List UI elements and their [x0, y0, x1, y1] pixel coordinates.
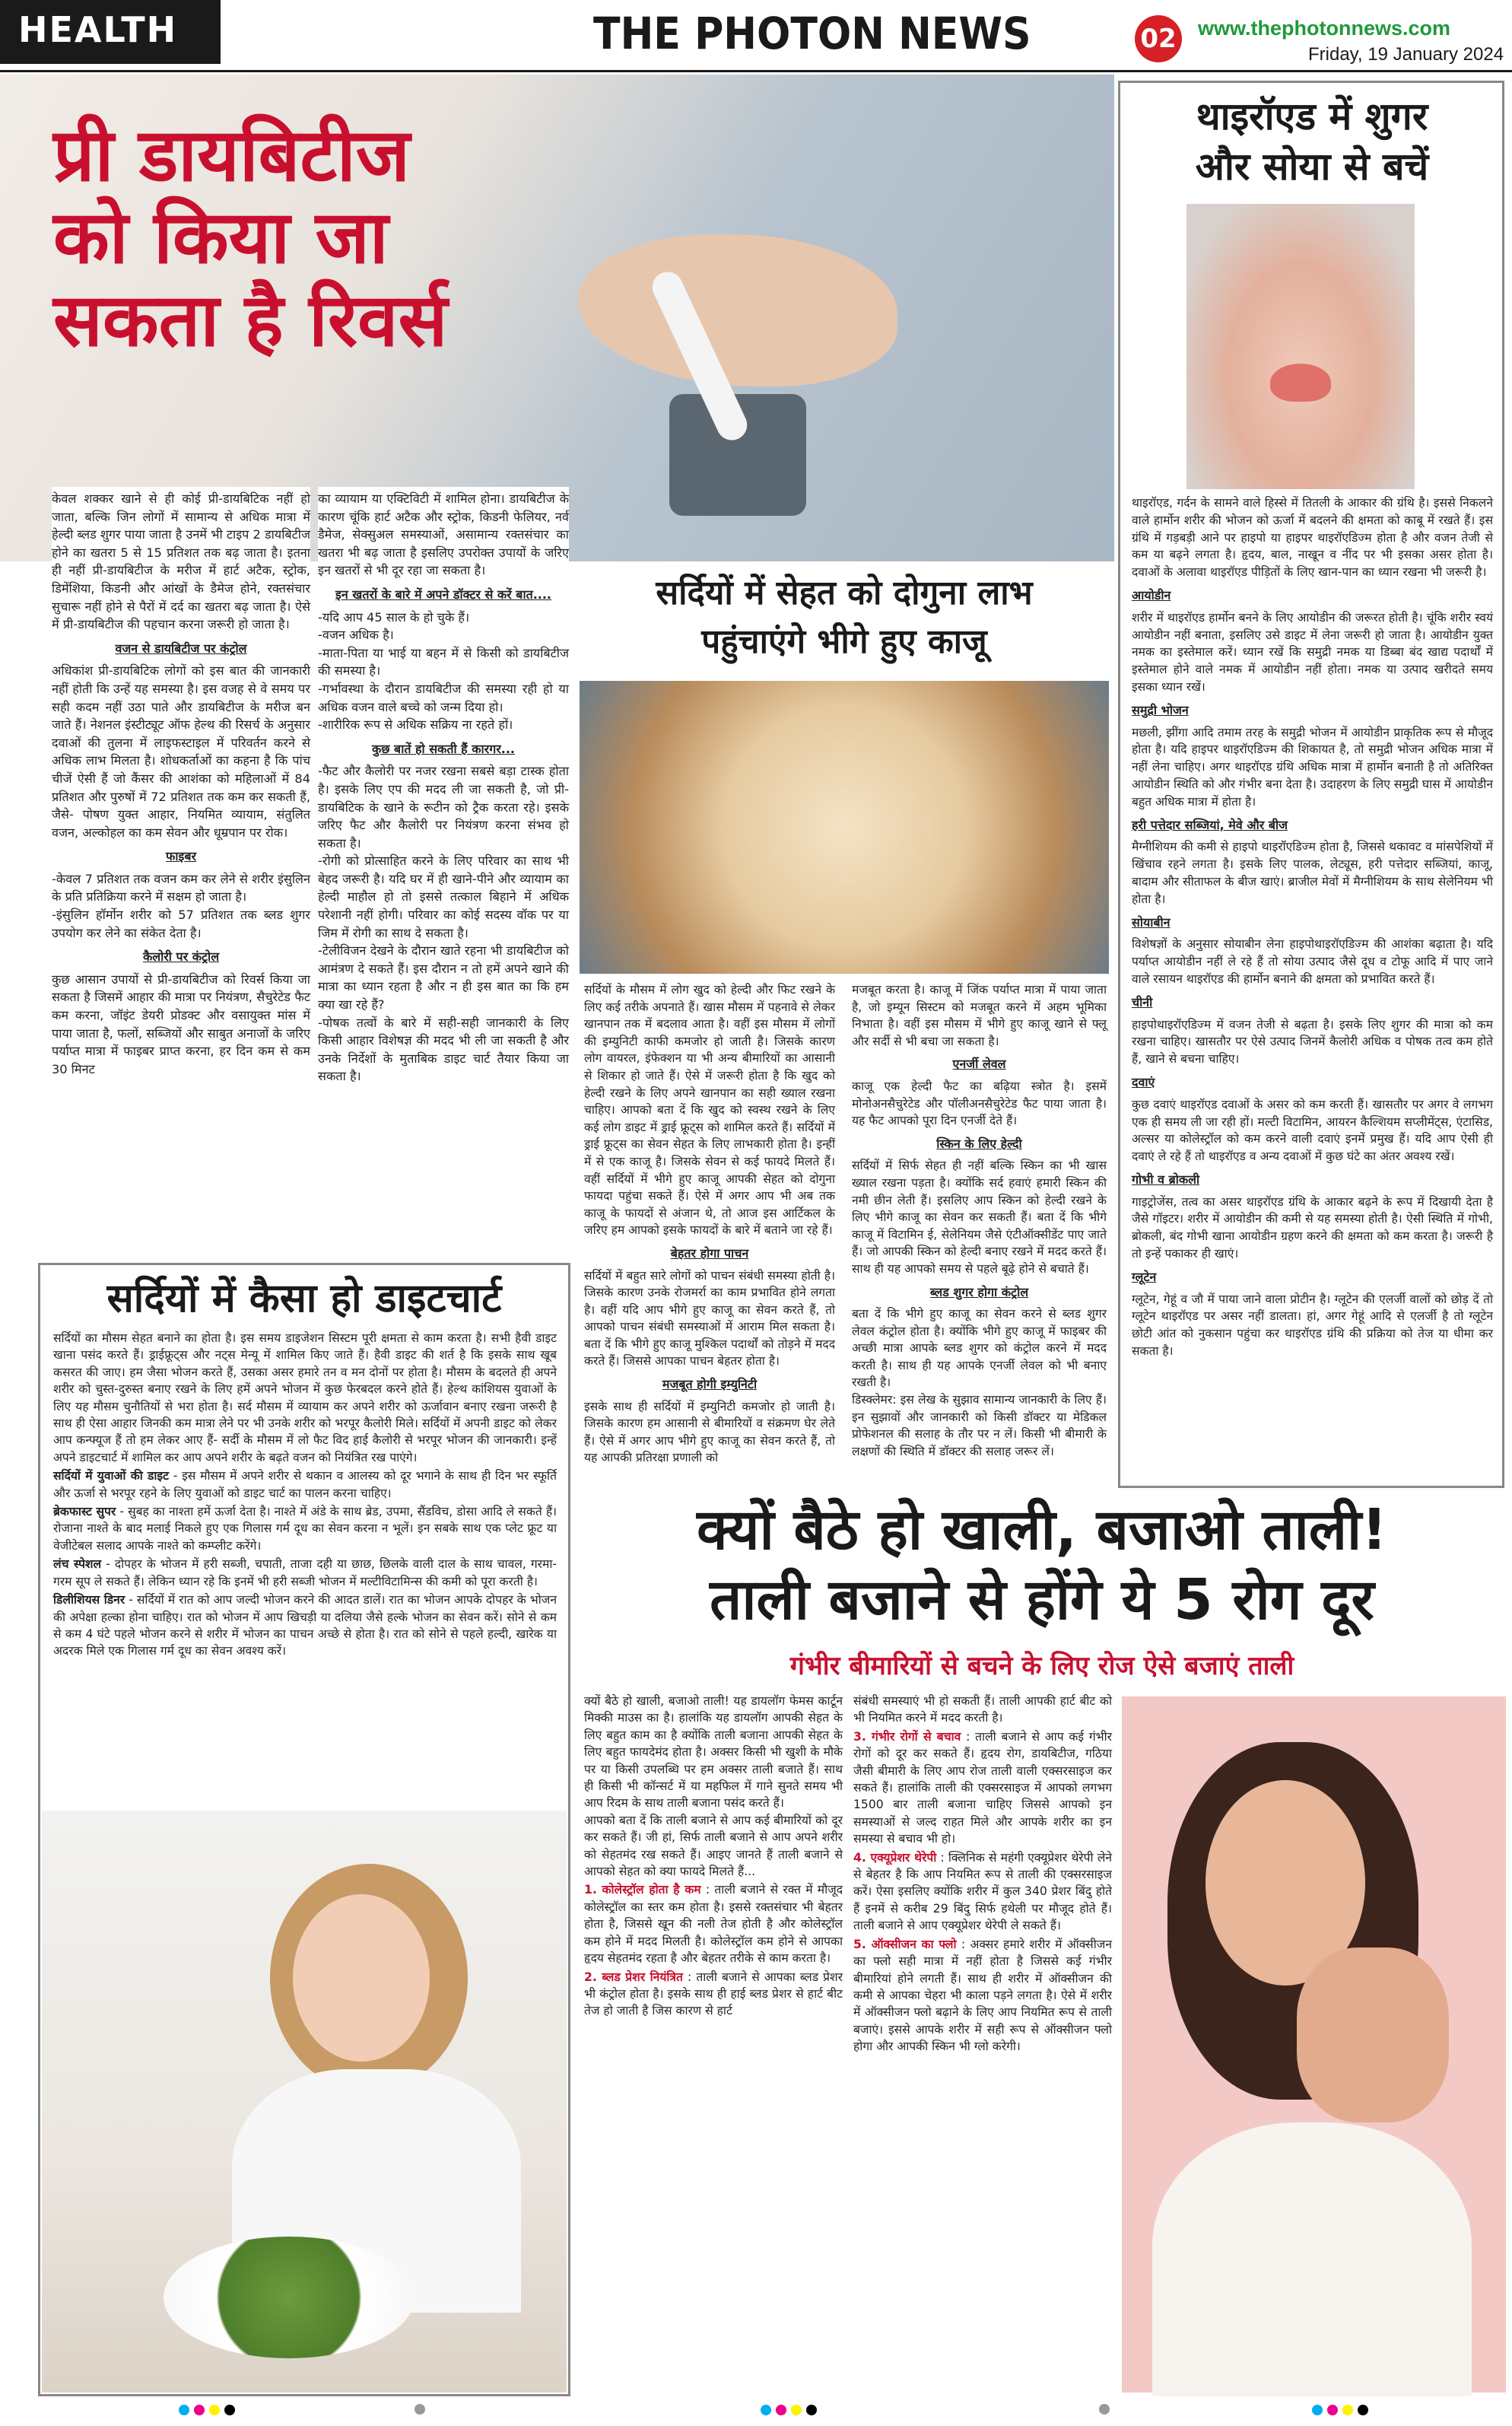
salad-bowl-icon [164, 2237, 415, 2358]
woman-eating-salad-photo [42, 1811, 567, 2393]
article5-item [853, 1936, 1112, 2056]
article2-paragraph: मैग्नीशियम की कमी से हाइपो थाइरॉएडिज्म होता है, जिससे थकावट व मांसपेशियों में खिंचाव रहने लगता है। इसके लिए पालक, लेट्यूस, हरी पत्तेदार सब्जियां, काजू, बादाम और सीताफल के बीज खाएं। ब्राजील मेवों में मैग्नीशियम के साथ सेलेनियम भी होता है। [1132, 840, 1493, 906]
article5-headline-line1: क्यों बैठे हो खाली, बजाओ ताली! [697, 1497, 1387, 1563]
article3-headline-line2: पहुंचाएंगे भीगे हुए काजू [701, 622, 987, 661]
article4-item-label: ब्रेकफास्ट सुपर [53, 1505, 116, 1519]
article5-item [584, 1969, 843, 2020]
article4-item-text: - इस मौसम में अपने शरीर से थकान व आलस्य को दूर भगाने के साथ ही दिन भर स्फूर्ति और ऊर्जा से भरपूर रहने के लिए युवाओं को डाइट चार्ट का पालन करना चाहिए। [53, 1469, 557, 1500]
hand-shape [578, 234, 897, 386]
article2-paragraph: कुछ दवाएं थाइरॉएड दवाओं के असर को कम करती हैं। खासतौर पर अगर वे लगभग एक ही समय ली जा रही हों। मल्टी विटामिन, आयरन कैल्शियम सप्लीमेंट्स, एंटासिड, अल्सर या कोलेस्ट्रॉल को कम करने वाली दवाएं इनमें प्रमुख हैं। यदि आप ऐसी ही दवाएं ले रहे हैं तो थाइरॉएड व अन्य दवाओं में कुछ घंटे का अंतर अवश्य रखें। [1132, 1097, 1493, 1164]
article5-column2 [853, 1693, 1112, 2057]
article2-paragraph: विशेषज्ञों के अनुसार सोयाबीन लेना हाइपोथाइरॉएडिज्म की आशंका बढ़ाता है। यदि पर्याप्त आयोडीन नहीं ले रहे हैं तो सोया उत्पाद जैसे दूध व टोफू आदि में पाए जाने वाले रसायन थाइरॉएड की हार्मोन बनाने की क्षमता को प्रभावित करते हैं। [1132, 937, 1493, 986]
article2-paragraph: मछली, झींगा आदि तमाम तरह के समुद्री भोजन में आयोडीन प्राकृतिक रूप से मौजूद होता है। यदि हाइपर थाइरॉएडिज्म की शिकायत है, तो समुद्री भोजन अधिक मात्रा में नहीं लेना चाहिए। अगर थाइरॉएड ग्रंथि अधिक मात्रा में हार्मोन बनाती है तो अतिरिक्त आयोडीन स्थिति को और गंभीर बना देता है। उदाहरण के लिए समुद्री घास में आयोडीन बहुत अधिक मात्रा में होता है। [1132, 725, 1494, 809]
article5-item [853, 1728, 1112, 1848]
article4-item [53, 1556, 557, 1590]
article3-paragraph: सर्दियों के मौसम में लोग खुद को हेल्दी और फिट रखने के लिए कई तरीके अपनाते हैं। खास मौसम में पहनावे से लेकर खानपान तक में बदलाव आता है। वहीं इस मौसम में लोगों की इम्युनिटी काफी कमजोर हो जाती है। जिसके कारण लोग वायरल, इंफेक्शन या भी अन्य बीमारियों का आसानी से शिकार हो जाते हैं। ऐसे में जरूरी होता है कि खुद को हेल्दी रखने के लिए अपने खानपान का सही ख्याल रखना चाहिए। आपको बता दें कि खुद को स्वस्थ रखने के लिए कई लोग डाइट में ड्राई फ्रूट्स को शामिल करते हैं। सर्दियों में ड्राई फ्रूट्स का सेवन सेहत के लिए लाभकारी होता है। इन्हीं में से एक काजू है। जिसके सेवन से कई फायदे मिलते हैं। वहीं सर्दियों में भीगे हुए काजू आपकी सेहत को दोगुना फायदा पहुंचा सकते हैं। ऐसे में अगर आप भी अब तक काजू के फायदों से अंजान थे, तो आज इस आर्टिकल के जरिए हम आपको इसके फायदों के बारे में बताने जा रहे हैं। [584, 983, 835, 1238]
article1-paragraph: कुछ आसान उपायों से प्री-डायबिटीज को रिवर्स किया जा सकता है जिसमें आहार की मात्रा पर नियंत्रण, सैचुरेटेड फैट कम करना, जॉइंट डेयरी प्रोडक्ट और वसायुक्त मांस में पाया जाता है, फलों, सब्जियों और साबुत अनाजों के जरिए पर्याप्त मात्रा में फाइबर प्राप्त करना, हर दिन कम से कम 30 मिनट [52, 971, 310, 1076]
article2-subhead: हरी पत्तेदार सब्जियां, मेवे और बीज [1132, 817, 1288, 832]
article1-paragraph: -फैट और कैलोरी पर नजर रखना सबसे बड़ा टास्क होता है। इसके लिए एप की मदद ली जा सकती है, जो प्री-डायबिटिक के खाने के रूटीन को ट्रैक करता रहे। इसके जरिए फैट और कैलोरी पर नियंत्रण करना संभव हो सकता है। -रोगी को प्रोत्साहित करने के लिए परिवार का साथ भी बेहद जरूरी है। यदि घर में ही खाने-पीने और व्यायाम का हेल्दी माहौल हो तो इससे तत्काल बिहाने में अधिक परेशानी नहीं होगी। परिवार का कोई सदस्य वॉक पर या जिम में रोगी का साथ दे सकता है। -टेलीविजन देखने के दौरान खाते रहना भी डायबिटीज को आमंत्रण दे सकते हैं। इस दौरान न तो हमें अपने खाने की मात्रा का ध्यान रहता है और न ही इस बात का कि हम क्या खा रहे हैं? -पोषक तत्वों के बारे में सही-सही जानकारी के लिए किसी आहार विशेषज्ञ की मदद भी ली जा सकती है और उनके निर्देशों के मुताबिक डाइट चार्ट तैयार किया जा सकता है। [318, 764, 569, 1084]
article5-item-text: : क्लिनिक से महंगी एक्यूप्रेशर थेरेपी लेने से बेहतर है कि आप नियमित रूप से ताली की एक्सरसाइज करें। ऐसा इसलिए क्योंकि शरीर में कुल 340 प्रेशर बिंदु होते हैं इनमें से करीब 29 बिंदु सिर्फ हथेली पर मौजूद होते हैं। ताली बजाने से आप एक्यूप्रेशर थेरेपी ले सकते हैं। [853, 1850, 1112, 1933]
article1-paragraph: -यदि आप 45 साल के हो चुके हैं। -वजन अधिक है। -माता-पिता या भाई या बहन में से किसी को डायबिटीज की समस्या है। -गर्भावस्था के दौरान डायबिटीज की समस्या रही हो या अधिक वजन वाले बच्चे को जन्म दिया हो। -शारीरिक रूप से अधिक सक्रिय ना रहते हों। [318, 609, 569, 733]
article2-subhead: चीनी [1132, 994, 1153, 1010]
thyroid-gland-icon [1270, 364, 1331, 402]
article5-headline-line2: ताली बजाने से होंगे ये 5 रोग दूर [710, 1567, 1374, 1633]
article3-paragraph: सर्दियों में सिर्फ सेहत ही नहीं बल्कि स्किन का भी खास ख्याल रखना पड़ता है। क्योंकि सर्द हवाएं हमारी स्किन की नमी छीन लेती हैं। इसलिए आप स्किन को हेल्दी रखने के लिए भीगे काजू का सेवन कर सकती हैं। बता दें कि भीगे काजू में विटामिन ई, सेलेनियम जैसे एंटीऑक्सीडेंट पाए जाते हैं। जो आपकी स्किन को हेल्दी बनाए रखने में मदद करते हैं। साथ ही यह आपको समय से पहले बूढ़े होने से बचाते हैं। [852, 1159, 1107, 1276]
article2-paragraph: गाइट्रोजेंस, तत्व का असर थाइरॉएड ग्रंथि के आकार बढ़ने के रूप में दिखायी देता है जैसे गॉइटर। शरीर में आयोडीन की कमी से यह समस्या होती है। ऐसी स्थिति में गोभी, ब्रोकली, बंद गोभी खाना आयोडीन ग्रहण करने की क्षमता को कम करता है। जरूरी है तो इन्हें पकाकर ही खाएं। [1132, 1194, 1493, 1261]
article4-item-label: सर्दियों में युवाओं की डाइट [53, 1469, 169, 1483]
article1-paragraph: अधिकांश प्री-डायबिटिक लोगों को इस बात की जानकारी नहीं होती कि उन्हें यह समस्या है। इस वजह से वे समय पर सही कदम नहीं उठा पाते और डायबिटीज के मरीज बन जाते हैं। नेशनल इंस्टीट्यूट ऑफ हेल्थ की रिसर्च के अनुसार दवाओं की तुलना में लाइफस्टाइल में परिवर्तन करने से अधिक लाभ मिलता है। शोधकर्ताओं का कहना है कि पांच चीजें ऐसी हैं जो कैंसर की आशंका को महिलाओं में 84 प्रतिशत और पुरुषों में 72 प्रतिशत तक कम कर सकती हैं, जैसे- पोषण युक्त आहार, नियमित व्यायाम, संतुलित वजन, अल्कोहल का कम सेवन और धूम्रपान पर रोक। [52, 663, 310, 840]
article4-headline: सर्दियों में कैसा हो डाइटचार्ट [106, 1276, 502, 1321]
article3-subhead: बेहतर होगा पाचन [670, 1245, 749, 1261]
article5-subheadline: गंभीर बीमारियों से बचने के लिए रोज ऐसे बजाएं ताली [789, 1651, 1294, 1681]
article1-subhead: कुछ बातें हो सकती हैं कारगर... [371, 741, 516, 756]
article5-item-text: : ताली बजाने से रक्त में मौजूद कोलेस्ट्रॉल का स्तर कम होता है। इससे रक्तसंचार भी बेहतर होता है, जिससे खून की नली तेज होती है और कोलेस्ट्रॉल कम होने में मदद मिलती है। कोलेस्ट्रॉल कम होने से आपका हृदय सेहतमंद रहता है और बेहतर तरीके से काम करता है। [584, 1883, 843, 1966]
article4-paragraph: सर्दियों का मौसम सेहत बनाने का होता है। इस समय डाइजेशन सिस्टम पूरी क्षमता से काम करता है। सभी हैवी डाइट खाना पसंद करते हैं। ड्राईफ्रूट्स और नट्स मेन्यू में शामिल किए जाते हैं। हैवी डाइट की शर्त है कि इसके साथ खूब कसरत की जाए। हम जैसा भोजन करते हैं, उसका असर हमारे तन व मन दोनों पर होता है। मौसम के बदलते ही अपने शरीर को चुस्त-दुरुस्त बनाए रखने के लिए हमें अपने भोजन में कुछ फेरबदल करने होते हैं। हेल्थ कांशियस युवाओं के लिए यह मौसम चुनौतियों से भरा होता है। सर्द मौसम में व्यायाम कर अपने शरीर को ऊर्जावान बनाए रखना जरूरी है साथ ही ऐसा आहार जिनकी कम मात्रा लेने पर भी उनके शरीर को भरपूर कैलोरी मिले। सर्दियों में अपनी डाइट को लेकर आप कन्फ्यूज हैं तो हम लेकर आए हैं- सर्दी के मौसम में लो फैट विद हाई कैलोरी से भरपूर भोजन की जानकारी। इन्हें अपने डाइटचार्ट में शामिल कर आप अपने शरीर के बढ़ते वजन को नियंत्रित रख पाएंगे। [53, 1331, 557, 1464]
article5-item-text: : अक्सर हमारे शरीर में ऑक्सीजन का फ्लो सही मात्रा में नहीं होता है जिससे कई गंभीर बीमारियां होने लगती हैं। साथ ही शरीर में ऑक्सीजन की कमी से आपका चेहरा भी काला पड़ने लगता है। ऐसे में शरीर में ऑक्सीजन फ्लो बढ़ाने के लिए आप नियमित रूप से ताली बजाएं। इससे आपके शरीर में सही रूप से ऑक्सीजन फ्लो होगा और आपकी स्किन भी ग्लो करेगी। [853, 1937, 1112, 2054]
registration-mark-right [1312, 2404, 1368, 2418]
header-rule [0, 70, 1512, 72]
article4-item-text: - दोपहर के भोजन में हरी सब्जी, चपाती, ताजा दही या छाछ, छिलके वाली दाल के साथ चावल, गरमा-गरम सूप ले सकते हैं। लेकिन ध्यान रहे कि इनमें भी हरी सब्जी भोजन में मल्टीविटामिन्स की कमी को पूरा करती है। [53, 1557, 557, 1588]
article1-paragraph: -केवल 7 प्रतिशत तक वजन कम कर लेने से शरीर इंसुलिन के प्रति प्रतिक्रिया करने में सक्षम हो जाता है। -इंसुलिन हॉर्मोन शरीर को 57 प्रतिशत तक ब्लड शुगर उपयोग कर लेने का संकेत देता है। [52, 871, 310, 940]
article3-subhead: मजबूत होगी इम्युनिटी [662, 1377, 758, 1392]
article3-headline [578, 569, 1110, 666]
article1-subhead: कैलोरी पर कंट्रोल [142, 949, 220, 965]
article4-item-label: लंच स्पेशल [53, 1557, 102, 1572]
registration-mark-left [179, 2404, 235, 2418]
article2-paragraph: शरीर में थाइरॉएड हार्मोन बनने के लिए आयोडीन की जरूरत होती है। चूंकि शरीर स्वयं आयोडीन नहीं बनाता, इसलिए उसे डाइट में लेना जरूरी हो जाता है। आयोडीन युक्त नमक का इस्तेमाल करें। ध्यान रखें कि समुद्री नमक या डिब्बा बंद खाद्य पदार्थों में इस्तेमाल होने वाले नमक में आयोडीन नहीं होता। नमक या उत्पाद खरीदते समय इसका ध्यान रखें। [1132, 610, 1493, 694]
registration-mark-center-left [415, 2404, 425, 2415]
article3-column2 [852, 981, 1107, 1461]
article2-column [1132, 494, 1493, 1362]
top-shape [1152, 2122, 1472, 2396]
article2-subhead: दवाएं [1132, 1074, 1155, 1089]
article4-item [53, 1467, 557, 1502]
article2-subhead: सोयाबीन [1132, 914, 1171, 930]
article5-item [853, 1849, 1112, 1935]
article4-item-text: - सर्दियों में रात को आप जल्दी भोजन करने की आदत डालें। रात का भोजन आपके दोपहर के भोजन की अपेक्षा हल्का होना चाहिए। रात को भोजन में आप खिचड़ी या दलिया जैसे हल्के भोजन का सेवन करें। सोने से कम से कम 4 घंटे पहले भोजन करने से शरीर में भोजन का पाचन अच्छे से होता है। रात को सोने से पहले हल्दी, खारेक या अदरक मिले एक गिलास गर्म दूध का सेवन अवश्य करें। [53, 1593, 557, 1658]
article3-paragraph: सर्दियों में बहुत सारे लोगों को पाचन संबंधी समस्या होती है। जिसके कारण उनके रोजमर्रा का काम प्रभावित होने लगता है। वहीं यदि आप भीगे हुए काजू का सेवन करते हैं, तो आपको पाचन संबंधी समस्याओं में आराम मिल सकता है। बता दें कि भीगे हुए काजू मुश्किल पदार्थों को तोड़ने में मदद करते हैं। जिससे आपका पाचन बेहतर होता है। [584, 1268, 835, 1369]
article2-headline-line1: थाइरॉएड में शुगर [1196, 94, 1428, 138]
hands-clapping-icon [1297, 1947, 1449, 2122]
article3-paragraph: काजू एक हेल्दी फैट का बढ़िया स्त्रोत है। इसमें मोनोअनसैचुरेटेड और पॉलीअनसैचुरेटेड फैट पाया जाता है। यह फैट आपको पूरा दिन एनर्जी देते हैं। [852, 1079, 1107, 1128]
article5-paragraph: क्यों बैठे हो खाली, बजाओ ताली! यह डायलॉग फेमस कार्टून मिक्की माउस का है। हालांकि यह डायलॉग आपकी सेहत के लिए बहुत काम का है क्योंकि ताली बजाना आपकी सेहत के लिए बहुत फायदेमंद होता है। अक्सर किसी भी खुशी के मौके पर या किसी उपलब्धि पर हम अक्सर ताली बजाते हैं। साथ ही किसी भी कॉन्सर्ट में या महफिल में गाने सुनते समय भी आप रिदम के साथ ताली बजाना पसंद करते हैं। आपको बता दें कि ताली बजाने से आप कई बीमारियों को दूर कर सकते हैं। जी हां, सिर्फ ताली बजाने से आप अपने शरीर को सेहतमंद रख सकते हैं। आइए जानते हैं ताली बजाने से आपको सेहत को क्या फायदे मिलते हैं... [584, 1694, 843, 1879]
article2-paragraph: थाइरॉएड, गर्दन के सामने वाले हिस्से में तितली के आकार की ग्रंथि है। इससे निकलने वाले हार्मोन शरीर की भोजन को ऊर्जा में बदलने की क्षमता को काबू में रखते हैं। इस ग्रंथि में गड़बड़ी आने पर हाइपो या हाइपर थाइरॉएडिज्म होता है और वजन तेजी से कम या बढ़ने लगता है। हृदय, बाल, नाखून व नींद पर भी इसका असर होता है। दवाओं के अलावा थाइरॉएड पीड़ितों के लिए खान-पान का ध्यान रखना भी जरूरी है। [1132, 496, 1493, 580]
woman-clapping-photo [1122, 1696, 1506, 2393]
article2-subhead: ग्लूटेन [1132, 1269, 1157, 1284]
article4-item [53, 1503, 557, 1554]
website-link[interactable]: www.thephotonnews.com [1198, 17, 1451, 40]
article1-subhead: इन खतरों के बारे में अपने डॉक्टर से करें बात.... [335, 587, 552, 602]
article2-headline [1126, 91, 1498, 192]
article5-item-text: : ताली बजाने से आप कई गंभीर रोगों को दूर कर सकते हैं। हृदय रोग, डायबिटीज, गठिया जैसी बीमारी के लिए आप रोज ताली वाली एक्सरसाइज कर सकते हैं। हालांकि ताली की एक्सरसाइज में आपको लगभग 1500 बार ताली बजाना चाहिए जिससे आपको इन समस्याओं से जल्द राहत मिले और आपके शरीर का इन समस्या से बचाव भी हो। [853, 1729, 1112, 1846]
article2-subhead: समुद्री भोजन [1132, 702, 1189, 717]
article2-headline-line2: और सोया से बचें [1195, 145, 1429, 189]
article5-item-label: 1. कोलेस्ट्रॉल होता है कम [584, 1883, 701, 1897]
issue-date: Friday, 19 January 2024 [1308, 44, 1504, 65]
article1-column2 [318, 487, 569, 1255]
article3-column1 [584, 981, 835, 1468]
article3-paragraph: मजबूत करता है। काजू में जिंक पर्याप्त मात्रा में पाया जाता है, जो इम्यून सिस्टम को मजबूत करने में अहम भूमिका निभाता है। वहीं इस मौसम में भीगे हुए काजू खाने से फ्लू और सर्दी से भी बचा जा सकता है। [852, 983, 1107, 1048]
registration-mark-center-right [1099, 2404, 1110, 2415]
article1-column1 [52, 487, 310, 1255]
article4-body [53, 1330, 557, 1661]
registration-mark-center [761, 2404, 817, 2418]
article3-subhead: ब्लड शुगर होगा कंट्रोल [929, 1284, 1029, 1299]
article5-item-text: : ताली बजाने से आपका ब्लड प्रेशर भी कंट्रोल होता है। इसके साथ ही हाई ब्लड प्रेशर से हार्ट बीट तेज हो जाती है जिस कारण से हार्ट [584, 1970, 843, 2018]
article5-item-label: 3. गंभीर रोगों से बचाव [853, 1729, 961, 1744]
article2-subhead: आयोडीन [1132, 587, 1171, 603]
article1-paragraph: का व्यायाम या एक्टिविटी में शामिल होना। डायबिटीज के कारण चूंकि हार्ट अटैक और स्ट्रोक, किडनी फेलियर, नर्व डैमेज, सेक्सुअल समस्याओं, असामान्य रक्तसंचार का खतरा भी बढ़ जाता है इसलिए उपरोक्त उपायों के जरिए इन खतरों से भी दूर रहा जा सकता है। [318, 491, 569, 578]
article5-item-label: 2. ब्लड प्रेशर नियंत्रित [584, 1970, 683, 1984]
article3-subhead: स्किन के लिए हेल्दी [936, 1136, 1022, 1151]
article4-item [53, 1591, 557, 1660]
article1-subhead: फाइबर [165, 849, 197, 864]
article2-paragraph: हाइपोथाइरॉएडिज्म में वजन तेजी से बढ़ता है। इसके लिए शुगर की मात्रा को कम रखना चाहिए। खासतौर पर ऐसे उत्पाद जिनमें कैलोरी अधिक व पोषक तत्व कम होते हैं, खाने से बचना चाहिए। [1132, 1017, 1493, 1067]
article3-headline-line1: सर्दियों में सेहत को दोगुना लाभ [656, 574, 1033, 612]
article1-subhead: वजन से डायबिटीज पर कंट्रोल [115, 641, 247, 656]
article4-item-text: - सुबह का नाश्ता हमें ऊर्जा देता है। नाश्ते में अंडे के साथ ब्रेड, उपमा, सैंडविच, डोसा आदि ले सकते हैं। रोजाना नाश्ते के बाद मलाई निकले हुए एक गिलास गर्म दूध का सेवन करना न भूलें। इन सबके साथ एक प्लेट फ्रूट या वेजीटेबल सलाद आपके नाश्ते को कम्प्लीट करेंगे। [53, 1505, 557, 1553]
article5-item [584, 1881, 843, 1967]
section-tag: HEALTH [0, 0, 221, 64]
article3-subhead: एनर्जी लेवल [952, 1057, 1006, 1072]
article5-item-label: 4. एक्यूप्रेशर थेरेपी [853, 1850, 937, 1865]
thyroid-neck-photo [1186, 204, 1415, 489]
article5-item-label: 5. ऑक्सीजन का फ्लो [853, 1937, 957, 1951]
masthead: THE PHOTON NEWS [593, 8, 1031, 59]
article5-headline [578, 1495, 1506, 1635]
article1-headline-line1: प्री डायबिटीज [53, 113, 410, 198]
article1-headline [53, 114, 601, 361]
article2-paragraph: ग्लूटेन, गेहूं व जौ में पाया जाने वाला प्रोटीन है। ग्लूटेन की एलर्जी वालों को छोड़ दें तो ग्लूटेन थाइरॉएड पर असर नहीं डालता। हां, अगर गेहूं आदि से एलर्जी है तो ग्लूटेन छोटी आंत को नुकसान पहुंचा कर थाइरॉएड ग्रंथि की प्रक्रिया को तेज या धीमा कर सकता है। [1132, 1292, 1493, 1359]
article1-paragraph: केवल शक्कर खाने से ही कोई प्री-डायबिटिक नहीं हो जाता, बल्कि जिन लोगों में सामान्य से अधिक मात्रा में हेल्दी ब्लड शुगर पाया जाता है उनमें भी टाइप 2 डायबिटीज होने का खतरा 5 से 15 प्रतिशत तक बढ़ जाता है। इतना ही नहीं प्री-डायबिटीज के मरीज में हार्ट अटैक, स्ट्रोक, डिमेंशिया, किडनी और आंखों के डैमेज होने, रक्तसंचार सुचारू नहीं होने से पैरों में दर्द का खतरा बढ़ जाता है। ऐसे में प्री-डायबिटीज की पहचान करना जरूरी हो जाता है। [52, 491, 310, 632]
article2-subhead: गोभी व ब्रोकली [1132, 1172, 1200, 1187]
cashew-bowl-photo [580, 681, 1109, 974]
article5-paragraph: संबंधी समस्याएं भी हो सकती हैं। ताली आपकी हार्ट बीट को भी नियमित करने में मदद करती है। [853, 1694, 1112, 1725]
article1-headline-line2: को किया जा [53, 195, 389, 281]
face-shape [293, 1894, 430, 2062]
page-number-badge: 02 [1135, 15, 1182, 62]
article4-item-label: डिलीशियस डिनर [53, 1593, 125, 1607]
article1-headline-line3: सकता है रिवर्स [53, 277, 448, 363]
article3-paragraph: बता दें कि भीगे हुए काजू का सेवन करने से ब्लड शुगर लेवल कंट्रोल होता है। क्योंकि भीगे हुए काजू में फाइबर की अच्छी मात्रा आपके ब्लड शुगर को कंट्रोल करने में मदद करती है। साथ ही यह आपके एनर्जी लेवल को भी बनाए रखती है। डिस्क्लेमर: इस लेख के सुझाव सामान्य जानकारी के लिए हैं। इन सुझावों और जानकारी को किसी डॉक्टर या मेडिकल प्रोफेशनल की सलाह के तौर पर न लें। किसी भी बीमारी के लक्षणों की स्थिति में डॉक्टर की सलाह जरूर लें। [852, 1307, 1107, 1458]
article3-paragraph: इसके साथ ही सर्दियों में इम्युनिटी कमजोर हो जाती है। जिसके कारण हम आसानी से बीमारियों व संक्रमण घेर लेते हैं। ऐसे में अगर आप भीगे हुए काजू का सेवन करते हैं, तो यह आपकी प्रतिरक्षा प्रणाली को [584, 1399, 835, 1465]
article5-column1 [584, 1693, 843, 2021]
